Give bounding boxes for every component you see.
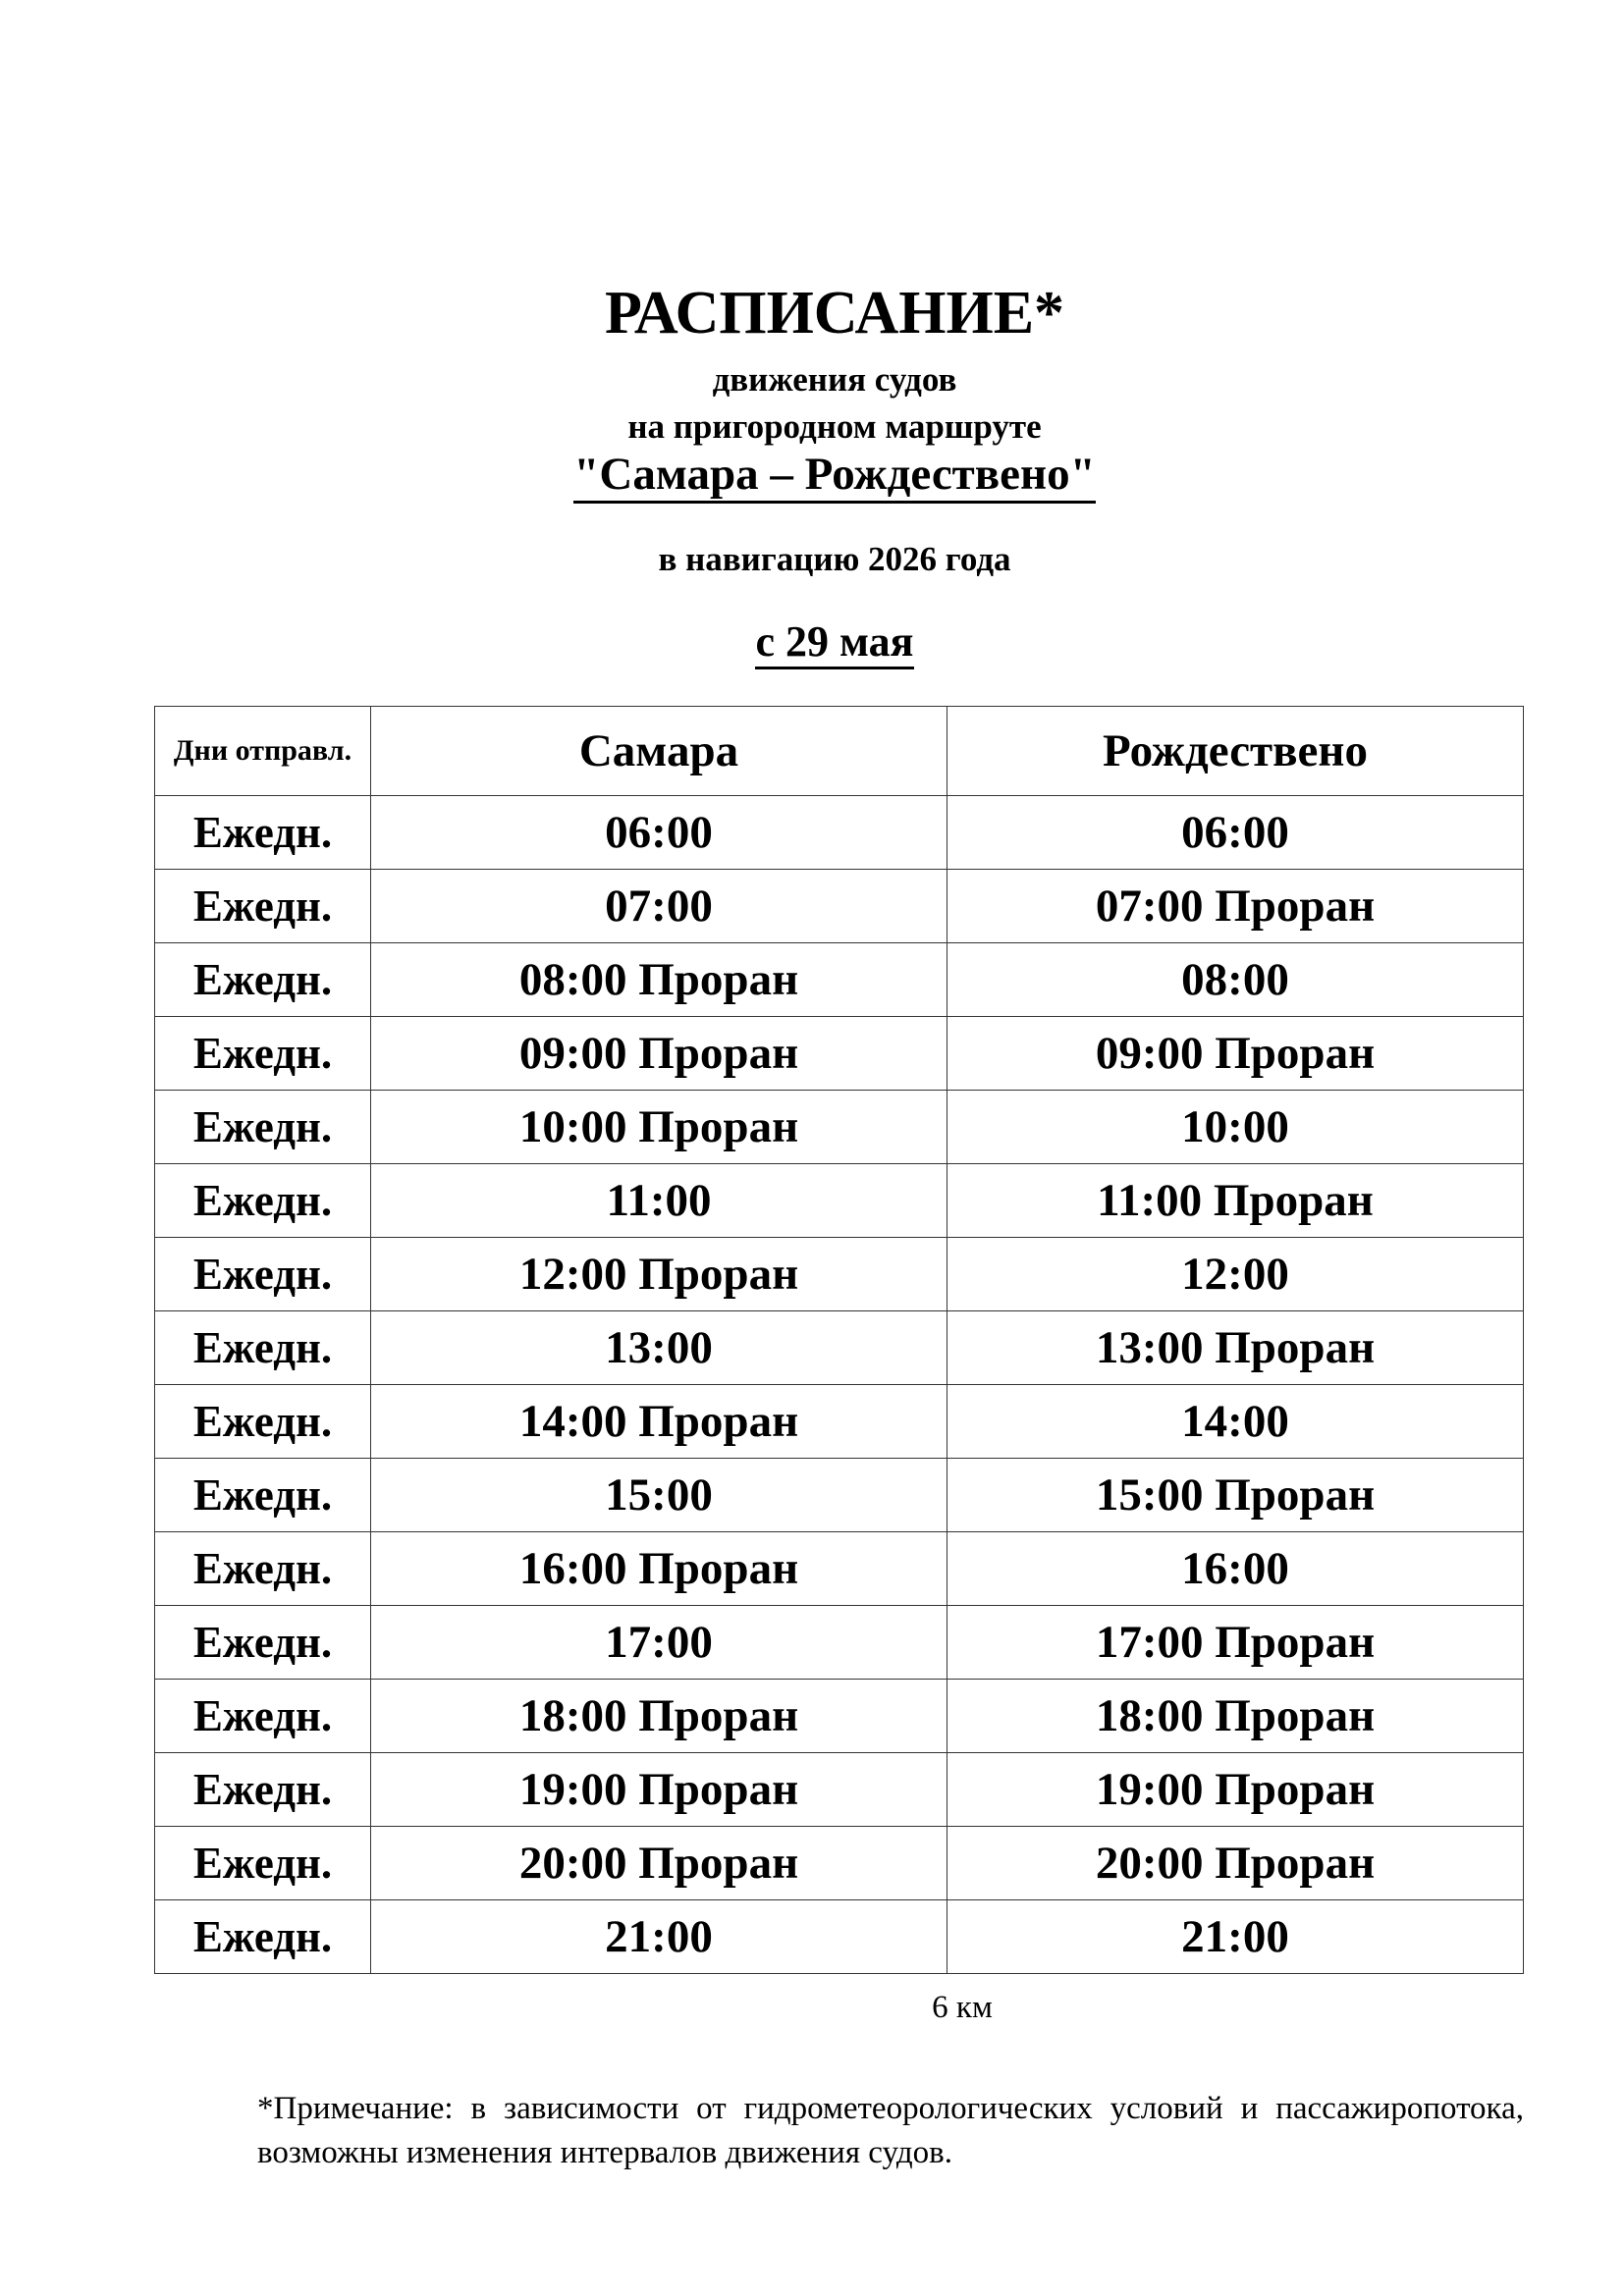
cell-rozhdestveno: 07:00 Проран — [947, 870, 1524, 943]
table-row — [155, 1091, 1524, 1164]
cell-day: Ежедн. — [155, 1091, 371, 1164]
subtitle-line-2: на пригородном маршруте — [627, 407, 1042, 446]
cell-rozhdestveno: 14:00 — [947, 1385, 1524, 1459]
cell-samara: 09:00 Проран — [371, 1017, 947, 1091]
cell-samara: 17:00 — [371, 1606, 947, 1680]
cell-day: Ежедн. — [155, 1680, 371, 1753]
cell-day: Ежедн. — [155, 1238, 371, 1311]
cell-samara: 14:00 Проран — [371, 1385, 947, 1459]
table-row — [155, 1753, 1524, 1827]
cell-samara: 06:00 — [371, 796, 947, 870]
table-row — [155, 1827, 1524, 1900]
cell-rozhdestveno: 10:00 — [947, 1091, 1524, 1164]
cell-rozhdestveno: 13:00 Проран — [947, 1311, 1524, 1385]
cell-rozhdestveno: 08:00 — [947, 943, 1524, 1017]
cell-samara: 08:00 Проран — [371, 943, 947, 1017]
cell-rozhdestveno: 12:00 — [947, 1238, 1524, 1311]
cell-rozhdestveno: 17:00 Проран — [947, 1606, 1524, 1680]
header-samara: Самара — [371, 707, 947, 796]
cell-samara: 19:00 Проран — [371, 1753, 947, 1827]
cell-samara: 16:00 Проран — [371, 1532, 947, 1606]
table-row — [155, 1606, 1524, 1680]
route-heading — [0, 447, 1624, 502]
table-row — [155, 1385, 1524, 1459]
table-row — [155, 1680, 1524, 1753]
table-row — [155, 796, 1524, 870]
cell-day: Ежедн. — [155, 1311, 371, 1385]
cell-rozhdestveno: 20:00 Проран — [947, 1827, 1524, 1900]
cell-day: Ежедн. — [155, 1900, 371, 1974]
cell-samara: 18:00 Проран — [371, 1680, 947, 1753]
cell-rozhdestveno: 19:00 Проран — [947, 1753, 1524, 1827]
schedule-table — [154, 706, 1524, 1974]
cell-rozhdestveno: 06:00 — [947, 796, 1524, 870]
navigation-year: в навигацию 2026 года — [658, 540, 1011, 578]
cell-samara: 10:00 Проран — [371, 1091, 947, 1164]
cell-rozhdestveno: 16:00 — [947, 1532, 1524, 1606]
cell-samara: 12:00 Проран — [371, 1238, 947, 1311]
table-row — [155, 870, 1524, 943]
cell-day: Ежедн. — [155, 1385, 371, 1459]
cell-rozhdestveno: 18:00 Проран — [947, 1680, 1524, 1753]
route-name: "Самара – Рождествено" — [573, 449, 1095, 504]
header-days: Дни отправл. — [155, 707, 371, 796]
cell-samara: 13:00 — [371, 1311, 947, 1385]
footnote: *Примечание: в зависимости от гидрометеорологических условий и пассажиропотока, возможны изменения интервалов движения судов. — [257, 2091, 1524, 2170]
table-header-row — [155, 707, 1524, 796]
cell-day: Ежедн. — [155, 1164, 371, 1238]
cell-day: Ежедн. — [155, 870, 371, 943]
cell-samara: 07:00 — [371, 870, 947, 943]
cell-day: Ежедн. — [155, 1017, 371, 1091]
cell-day: Ежедн. — [155, 1459, 371, 1532]
start-date-heading — [0, 616, 1624, 667]
cell-day: Ежедн. — [155, 943, 371, 1017]
cell-rozhdestveno: 15:00 Проран — [947, 1459, 1524, 1532]
distance-label: 6 км — [932, 1990, 993, 2025]
cell-rozhdestveno: 21:00 — [947, 1900, 1524, 1974]
cell-day: Ежедн. — [155, 1753, 371, 1827]
table-row — [155, 943, 1524, 1017]
cell-samara: 15:00 — [371, 1459, 947, 1532]
table-row — [155, 1017, 1524, 1091]
cell-samara: 11:00 — [371, 1164, 947, 1238]
header-rozhdestveno: Рождествено — [947, 707, 1524, 796]
table-row — [155, 1900, 1524, 1974]
cell-rozhdestveno: 11:00 Проран — [947, 1164, 1524, 1238]
cell-rozhdestveno: 09:00 Проран — [947, 1017, 1524, 1091]
schedule-body — [155, 796, 1524, 1974]
table-row — [155, 1164, 1524, 1238]
table-row — [155, 1238, 1524, 1311]
cell-day: Ежедн. — [155, 1532, 371, 1606]
page-title: РАСПИСАНИЕ* — [604, 280, 1065, 347]
table-row — [155, 1532, 1524, 1606]
table-row — [155, 1311, 1524, 1385]
cell-day: Ежедн. — [155, 796, 371, 870]
subtitle-line-1: движения судов — [712, 360, 957, 399]
start-date: с 29 мая — [755, 617, 913, 669]
cell-day: Ежедн. — [155, 1827, 371, 1900]
cell-day: Ежедн. — [155, 1606, 371, 1680]
cell-samara: 21:00 — [371, 1900, 947, 1974]
cell-samara: 20:00 Проран — [371, 1827, 947, 1900]
table-row — [155, 1459, 1524, 1532]
